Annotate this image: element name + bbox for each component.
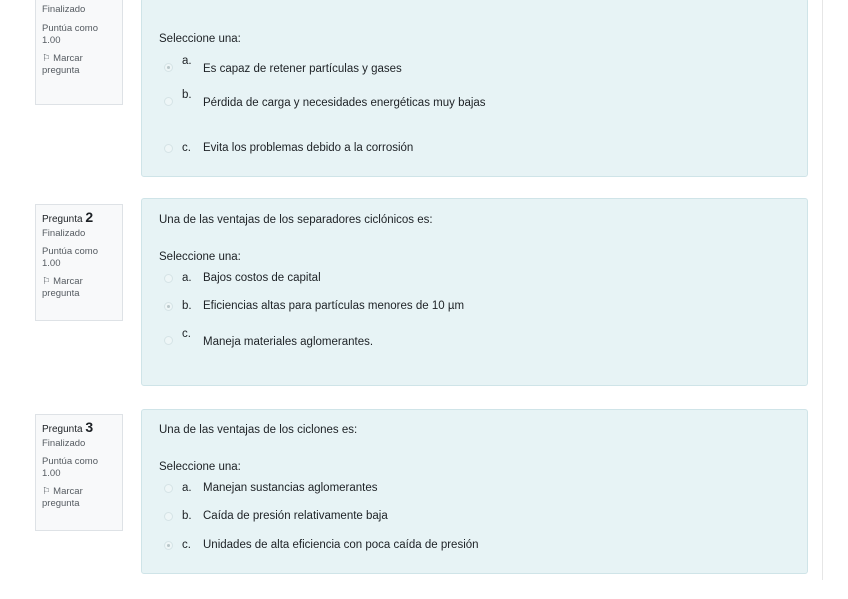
question-number: Pregunta 2 [42,209,94,225]
question-state: Finalizado [42,4,86,15]
radio-button[interactable] [164,144,173,153]
radio-button[interactable] [164,336,173,345]
flag-icon: ⚐ [42,276,51,288]
question-state: Finalizado [42,437,86,449]
question-text: Una de las ventajas de los separadores ciclónicos es: [159,214,433,226]
flag-question-link[interactable]: ⚐ Marcar pregunta [42,486,83,509]
question-info-2 [35,204,123,321]
select-one-prompt: Seleccione una: [159,33,241,45]
flag-question-link[interactable]: ⚐ Marcar pregunta [42,276,83,299]
question-number: Pregunta 3 [42,419,94,435]
radio-button[interactable] [164,512,173,521]
question-grade: Puntúa como 1.00 [42,456,98,480]
question-content-1: Seleccione una: a. Es capaz de retener partículas y gases b. Pérdida de carga y necesidades energéticas muy bajas c. Evita los problemas debido a la corrosión [141,0,808,177]
question-content-2: Una de las ventajas de los separadores ciclónicos es: Seleccione una: a. Bajos costos de capital b. Eficiencias altas para partículas menores de 10 µm c. Maneja materiales aglomerantes. [141,198,808,386]
flag-icon: ⚐ [42,52,51,64]
flag-icon: ⚐ [42,486,51,498]
radio-button[interactable] [164,63,173,72]
radio-button[interactable] [164,97,173,106]
radio-button[interactable] [164,274,173,283]
radio-button[interactable] [164,302,173,311]
radio-button[interactable] [164,541,173,550]
question-info-1 [35,0,123,105]
question-content-3: Una de las ventajas de los ciclones es: Seleccione una: a. Manejan sustancias aglomerantes b. Caída de presión relativamente baja c. Unidades de alta eficiencia con poca caída de presión [141,409,808,574]
question-info-3 [35,414,123,531]
select-one-prompt: Seleccione una: [159,251,241,263]
question-grade: Puntúa como 1.00 [42,22,98,46]
question-grade: Puntúa como 1.00 [42,246,98,270]
flag-question-link[interactable]: ⚐ Marcar pregunta [42,52,83,76]
question-text: Una de las ventajas de los ciclones es: [159,424,358,436]
question-state: Finalizado [42,227,86,239]
radio-button[interactable] [164,484,173,493]
select-one-prompt: Seleccione una: [159,461,241,473]
column-divider [822,0,823,580]
